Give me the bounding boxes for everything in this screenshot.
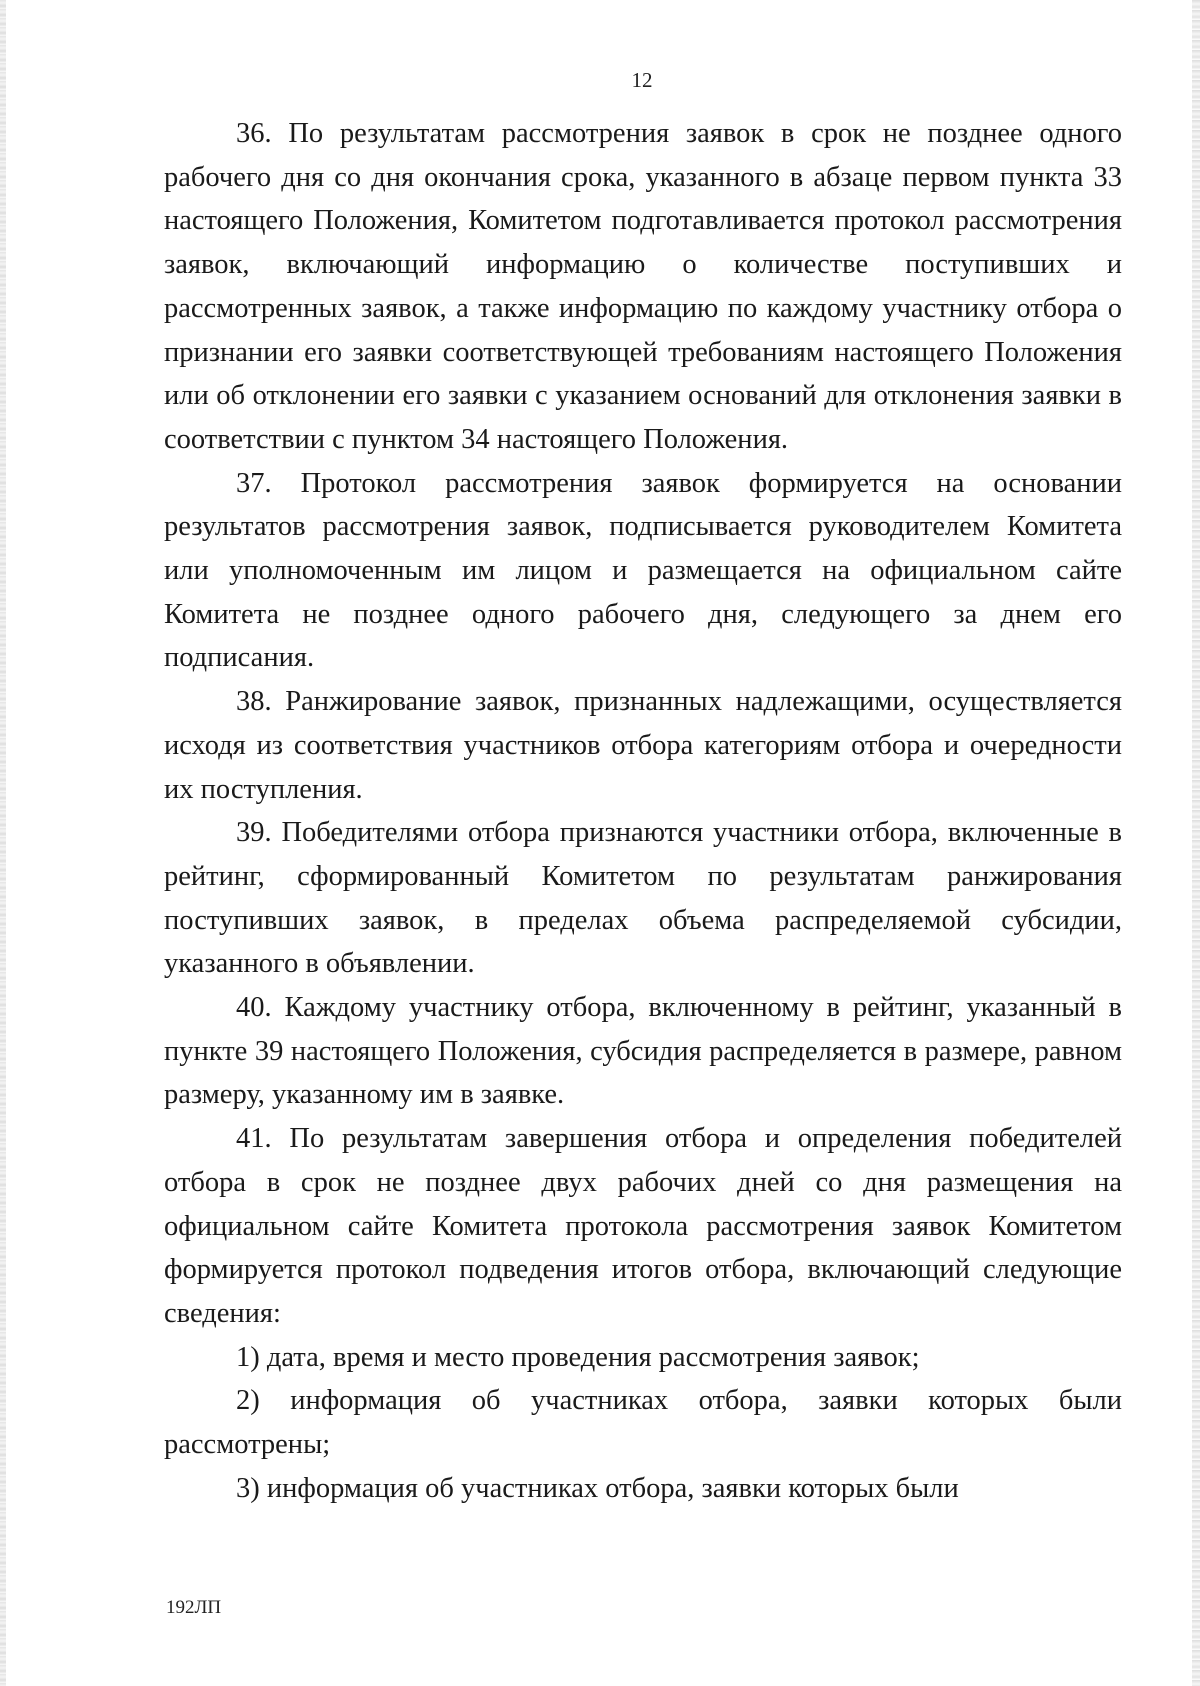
paragraph-38: 38. Ранжирование заявок, признанных надлежащими, осуществляется исходя из соответствия участников отбора категориям отбора и очередности их поступления. (164, 686, 1122, 805)
scan-edge-left (0, 0, 6, 1686)
paragraph-36: 36. По результатам рассмотрения заявок в срок не позднее одного рабочего дня со дня окончания срока, указанного в абзаце первом пункта 33 настоящего Положения, Комитетом подготавливается протокол рассмотрения заявок, включающий информацию о количестве поступивших и рассмотренных заявок, а также информацию по каждому участнику отбора о признании его заявки соответствующей требованиям настоящего Положения или об отклонении его заявки с указанием оснований для отклонения заявки в соответствии с пунктом 34 настоящего Положения. (164, 118, 1122, 455)
document-body (164, 112, 1122, 1511)
list-item-3: 3) информация об участниках отбора, заявки которых были (236, 1472, 959, 1504)
paragraph-40: 40. Каждому участнику отбора, включенному в рейтинг, указанный в пункте 39 настоящего Положения, субсидия распределяется в размере, равном размеру, указанному им в заявке. (164, 992, 1122, 1111)
document-code: 192ЛП (166, 1597, 222, 1618)
paragraph-41: 41. По результатам завершения отбора и определения победителей отбора в срок не позднее двух рабочих дней со дня размещения на официальном сайте Комитета протокола рассмотрения заявок Комитетом формируется протокол подведения итогов отбора, включающий следующие сведения: (164, 1123, 1122, 1329)
list-item-1: 1) дата, время и место проведения рассмотрения заявок; (236, 1341, 920, 1373)
scan-edge-right (1192, 0, 1200, 1686)
paragraph-39: 39. Победителями отбора признаются участники отбора, включенные в рейтинг, сформированный Комитетом по результатам ранжирования поступивших заявок, в пределах объема распределяемой субсидии, указанного в объявлении. (164, 817, 1122, 980)
list-item-2: 2) информация об участниках отбора, заявки которых были рассмотрены; (164, 1385, 1122, 1461)
paragraph-37: 37. Протокол рассмотрения заявок формируется на основании результатов рассмотрения заявок, подписывается руководителем Комитета или уполномоченным им лицом и размещается на официальном сайте Комитета не позднее одного рабочего дня, следующего за днем его подписания. (164, 467, 1122, 674)
page-number: 12 (631, 68, 653, 92)
